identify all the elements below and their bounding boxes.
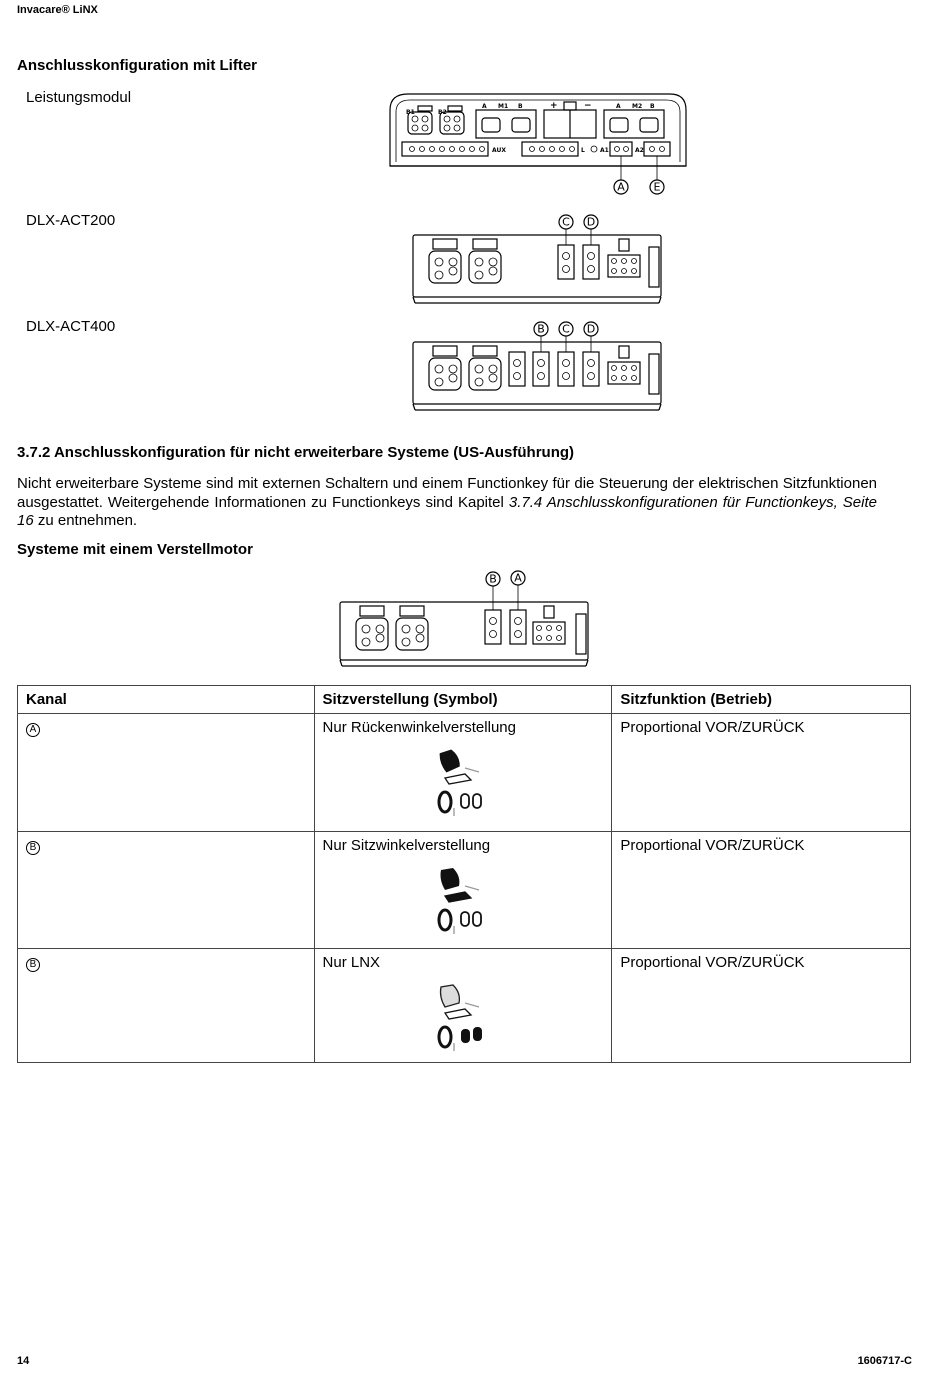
port-label-plus: + [550,101,558,111]
port-label-m2: M2 [632,103,643,110]
callout-b: B [537,322,545,336]
port-label-m1: M1 [498,103,509,110]
channel-badge: A [26,723,40,737]
chapter-reference-link[interactable]: 3.7.4 Anschlusskonfigurationen für Functionkeys, Seite 16 [17,493,877,529]
backrest-tilt-icon [435,748,491,818]
port-label-aux: AUX [492,147,506,154]
port-label-b2: B2 [438,109,447,116]
section-title-lifter: Anschlusskonfiguration mit Lifter [17,57,258,74]
function-cell: Proportional VOR/ZURÜCK [612,714,911,832]
lnx-icon [435,983,491,1053]
port-label-l: L [581,147,585,154]
callout-c: C [562,322,570,336]
callout-d: D [586,322,596,336]
page-number: 14 [17,1355,30,1367]
label-act400: DLX-ACT400 [26,318,116,335]
act200-diagram [411,213,665,305]
document-number: 1606717-C [857,1355,912,1367]
channel-badge: B [26,958,40,972]
act400-diagram [411,320,665,412]
symbol-label: Nur Sitzwinkelverstellung [322,837,491,854]
port-label-m1-b: B [518,103,523,110]
subtitle-single-motor: Systeme mit einem Verstellmotor [17,541,253,558]
symbol-label: Nur LNX [322,954,381,971]
running-header: Invacare® LiNX [17,4,98,16]
section-372-paragraph: Nicht erweiterbare Systeme sind mit externen Schaltern und einem Functionkey für die Steuerung der elektrischen Sitzfunktionen ausgestattet. Weitergehende Informationen zu Functionkeys sind Kapitel 3.7.4 Anschlusskonfigurationen für Functionkeys, Seite 16 zu entnehmen. [17,475,877,529]
callout-d: D [586,215,596,229]
label-act200: DLX-ACT200 [26,212,116,229]
channel-config-table [17,685,911,1063]
table-row [18,949,911,1063]
port-label-b1: B1 [406,109,415,116]
function-cell: Proportional VOR/ZURÜCK [612,832,911,949]
header-sitzfunktion: Sitzfunktion (Betrieb) [612,686,911,714]
header-sitzverstellung: Sitzverstellung (Symbol) [314,686,612,714]
function-cell: Proportional VOR/ZURÜCK [612,949,911,1063]
port-label-minus: − [584,101,592,111]
port-label-a2: A2 [635,147,644,154]
section-title-372: 3.7.2 Anschlusskonfiguration für nicht erweiterbare Systeme (US-Ausführung) [17,444,575,461]
label-power-module: Leistungsmodul [26,89,132,106]
symbol-label: Nur Rückenwinkelverstellung [322,719,516,736]
port-label-m1-a: A [482,103,487,110]
table-row [18,832,911,949]
port-label-a1: A1 [600,147,609,154]
port-label-m2-a: A [616,103,621,110]
callout-c: C [562,215,570,229]
port-label-m2-b: B [650,103,655,110]
power-module-diagram [388,92,690,200]
table-row [18,714,911,832]
header-kanal: Kanal [18,686,315,714]
channel-badge: B [26,841,40,855]
callout-a: A [617,180,625,194]
callout-e: E [653,180,661,194]
seat-tilt-icon [435,866,491,936]
callout-b: B [489,572,497,586]
single-motor-diagram [338,570,592,670]
callout-a: A [514,571,522,585]
